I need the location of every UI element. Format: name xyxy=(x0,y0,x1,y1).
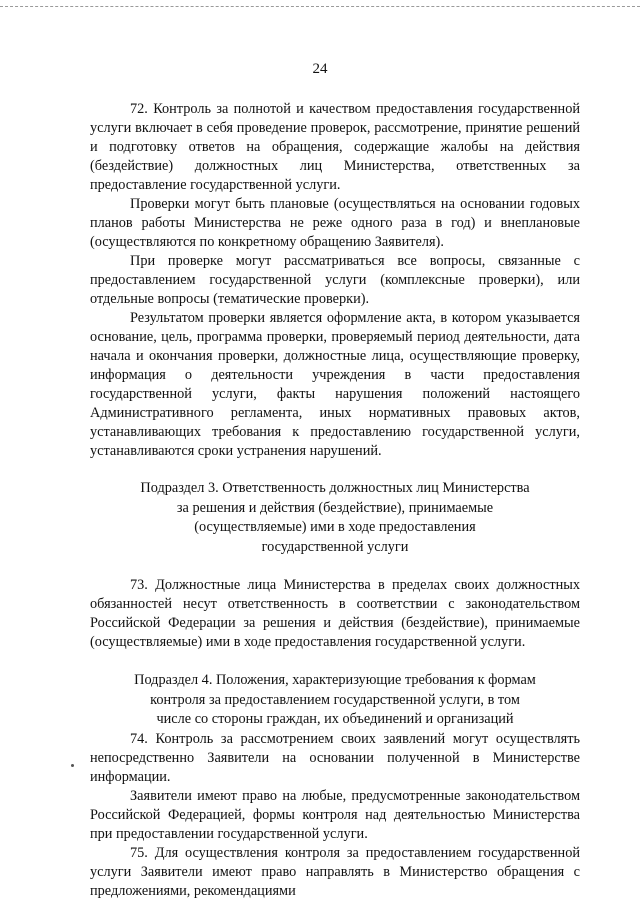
paragraph-73: 73. Должностные лица Министерства в пределах своих должностных обязанностей несут ответственность в соответствии с законодательством Российской Федерации за решения и действия (бездействие), принимаемые (осуществляемые) ими в ходе предоставления государственной услуги. xyxy=(90,577,580,650)
heading-line: Подраздел 3. Ответственность должностных лиц Министерства xyxy=(140,480,530,496)
paragraph-inspection-result: Результатом проверки является оформление акта, в котором указывается основание, цель, программа проверки, проверяемый период деятельности, дата начала и окончания проверки, должностные лица, осуществляющие проверку, информация о деятельности учреждения в части предоставления государственной услуги, факты нарушения положений настоящего Административного регламента, иных нормативных правовых актов, устанавливающих требования к предоставлению государственной услуги, устанавливаются сроки устранения нарушений. xyxy=(90,310,580,459)
heading-line: (осуществляемые) ими в ходе предоставления xyxy=(194,519,476,535)
subsection-3-heading xyxy=(90,479,580,557)
document-body xyxy=(90,100,580,901)
heading-line: Подраздел 4. Положения, характеризующие требования к формам xyxy=(134,672,536,688)
heading-line: контроля за предоставлением государственной услуги, в том xyxy=(150,691,520,708)
page-number: 24 xyxy=(312,61,328,77)
margin-dot-mark xyxy=(71,764,74,767)
paragraph-applicants-rights: Заявители имеют право на любые, предусмотренные законодательством Российской Федерацией, формы контроля над деятельностью Министерства при предоставлении государственной услуги. xyxy=(90,787,580,842)
heading-line: государственной услуги xyxy=(261,538,409,555)
paragraph-planned-inspections: Проверки могут быть плановые (осуществляться на основании годовых планов работы Министерства не реже одного раза в год) и внеплановые (осуществляются по конкретному обращению Заявителя). xyxy=(90,196,580,250)
paragraph-72: 72. Контроль за полнотой и качеством предоставления государственной услуги включает в себя проведение проверок, рассмотрение, принятие решений и подготовку ответов на обращения, содержащие жалобы на действия (бездействие) должностных лиц Министерства, ответственных за предоставление государственной услуги. xyxy=(90,101,580,193)
scan-top-edge-line xyxy=(0,6,640,7)
heading-line: за решения и действия (бездействие), принимаемые xyxy=(176,499,494,516)
paragraph-75: 75. Для осуществления контроля за предоставлением государственной услуги Заявители имеют право направлять в Министерство обращения с предложениями, рекомендациями xyxy=(90,844,580,899)
paragraph-inspection-questions: При проверке могут рассматриваться все вопросы, связанные с предоставлением государственной услуги (комплексные проверки), или отдельные вопросы (тематические проверки). xyxy=(90,253,580,307)
heading-line: числе со стороны граждан, их объединений и организаций xyxy=(156,711,514,727)
paragraph-74: 74. Контроль за рассмотрением своих заявлений могут осуществлять непосредственно Заявители на основании полученной в Министерстве информации. xyxy=(90,730,580,785)
subsection-4-heading xyxy=(90,671,580,730)
